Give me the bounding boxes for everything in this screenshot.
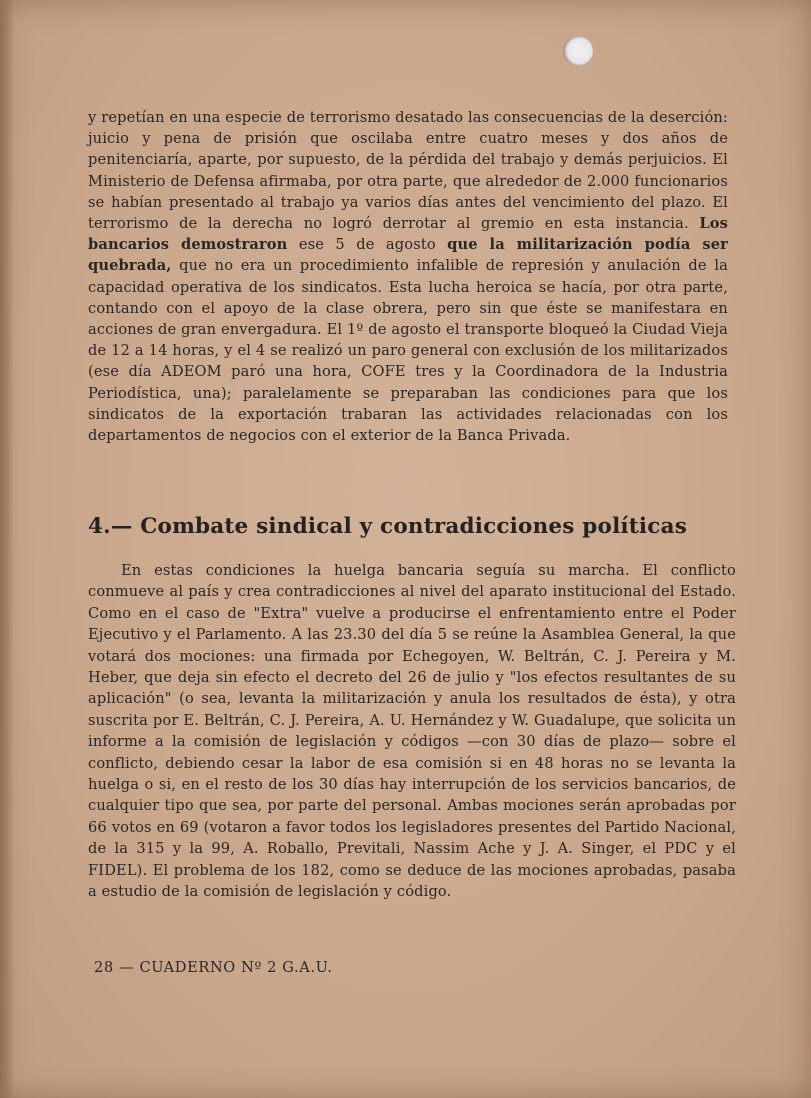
para1-bold-b: que la militarización podía ser quebrada, xyxy=(88,236,728,275)
para1-text-b: ese 5 de agosto xyxy=(287,236,448,254)
para1-bold-a: Los bancarios demostraron xyxy=(88,215,728,254)
paragraph-intro xyxy=(88,107,728,446)
paragraph-section: En estas condiciones la huelga bancaria seguía su marcha. El conflicto conmueve al país y crea contradicciones al nivel del aparato institucional del Estado. Como en el caso de "Extra" vuelve a producirse el enfrentamiento entre el Poder Ejecutivo y el Parlamento. A las 23.30 del día 5 se reúne la Asamblea General, la que votará dos mociones: una firmada por Echegoyen, W. Beltrán, C. J. Pereira y M. Heber, que deja sin efecto el decreto del 26 de julio y "los efectos resultantes de su aplicación" (o sea, levanta la militarización y anula los resultados de ésta), y otra suscrita por E. Beltrán, C. J. Pereira, A. U. Hernández y W. Guadalupe, que solicita un informe a la comisión de legislación y códigos —con 30 días de plazo— sobre el conflicto, debiendo cesar la labor de esa comisión si en 48 horas no se levanta la huelga o si, en el resto de los 30 días hay interrupción de los servicios bancarios, de cualquier tipo que sea, por parte del personal. Ambas mociones serán aprobadas por 66 votos en 69 (votaron a favor todos los legisladores presentes del Partido Nacional, de la 315 y la 99, A. Roballo, Previtali, Nassim Ache y J. A. Singer, el PDC y el FIDEL). El problema de los 182, como se deduce de las mociones aprobadas, pasaba a estudio de la comisión de legislación y código. xyxy=(88,562,736,901)
punch-hole xyxy=(563,36,593,66)
para1-text-a: y repetían en una especie de terrorismo desatado las consecuencias de la deserción: juicio y pena de prisión que oscilaba entre cuatro meses y dos años de penitenciaría, aparte, por supuesto, de la pérdida del trabajo y demás perjuicios. El Ministerio de Defensa afirmaba, por otra parte, que alrededor de 2.000 funcionarios se habían presentado al trabajo ya varios días antes del vencimiento del plazo. El terrorismo de la derecha no logró derrotar al gremio en esta instancia. xyxy=(88,109,728,233)
page-footer: 28 — CUADERNO Nº 2 G.A.U. xyxy=(94,959,333,976)
section-heading: 4.— Combate sindical y contradicciones políticas xyxy=(88,514,688,539)
para1-text-c: que no era un procedimiento infalible de represión y anulación de la capacidad operativa de los sindicatos. Esta lucha heroica se hacía, por otra parte, contando con el apoyo de la clase obrera, pero sin que éste se manifestara en acciones de gran envergadura. El 1º de agosto el transporte bloqueó la Ciudad Vieja de 12 a 14 horas, y el 4 se realizó un paro general con exclusión de los militarizados (ese día ADEOM paró una hora, COFE tres y la Coordinadora de la Industria Periodística, una); paralelamente se preparaban las condiciones para que los sindicatos de la exportación trabaran las actividades relacionadas con los departamentos de negocios con el exterior de la Banca Privada. xyxy=(88,257,728,445)
page-edge-shadow xyxy=(0,0,14,1098)
